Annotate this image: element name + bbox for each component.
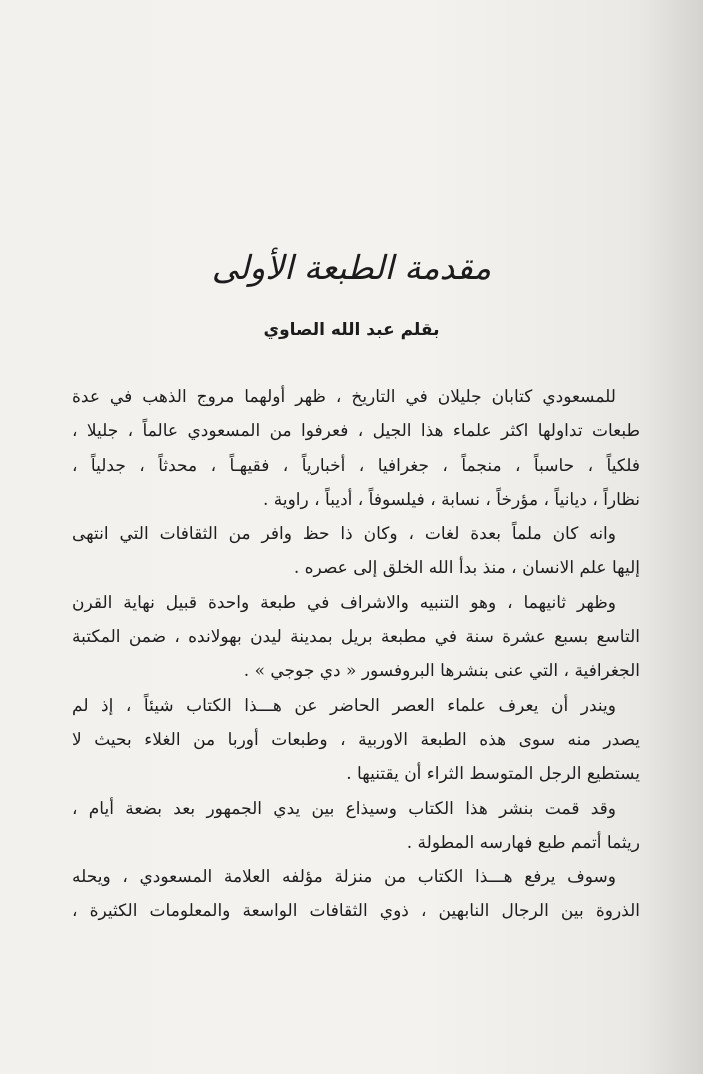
- text-line: يصدر منه سوى هذه الطبعة الاوربية ، وطبعات أوربا من الغلاء بحيث لا: [72, 729, 640, 750]
- text-line: فلكياً ، حاسباً ، منجماً ، جغرافيا ، أخبارياً ، فقيهـاً ، محدثاً ، جدلياً ،: [72, 455, 640, 476]
- text-line: يستطيع الرجل المتوسط الثراء أن يقتنيها .: [346, 764, 640, 785]
- text-line: وقد قمت بنشر هذا الكتاب وسيذاع بين يدي الجمهور بعد بضعة أيام ،: [72, 798, 616, 819]
- body-text: [72, 380, 640, 929]
- page-title: مقدمة الطبعة الأولى: [211, 248, 492, 287]
- text-line: الذروة بين الرجال النابهين ، ذوي الثقافات الواسعة والمعلومات الكثيرة ،: [72, 901, 640, 922]
- paragraph: [72, 380, 640, 517]
- paragraph: [72, 689, 640, 792]
- paragraph: [72, 792, 640, 861]
- text-line: ريثما أتمم طبع فهارسه المطولة .: [406, 832, 640, 853]
- text-line: التاسع بسبع عشرة سنة في مطبعة بريل بمدينة ليدن بهولانده ، ضمن المكتبة: [72, 627, 640, 648]
- text-line: ويندر أن يعرف علماء العصر الحاضر عن هـــذا الكتاب شيئاً ، إذ لم: [72, 695, 616, 716]
- text-line: طبعات تداولها اكثر علماء هذا الجيل ، فعرفوا من المسعودي عالماً ، جليلا ،: [72, 421, 640, 442]
- text-line: للمسعودي كتابان جليلان في التاريخ ، ظهر أولهما مروج الذهب في عدة: [72, 387, 616, 407]
- text-line: وظهر ثانيهما ، وهو التنبيه والاشراف في طبعة واحدة قبيل نهاية القرن: [72, 592, 616, 613]
- text-line: وسوف يرفع هـــذا الكتاب من منزلة مؤلفه العلامة المسعودي ، ويحله: [72, 867, 616, 888]
- gutter-shadow: [643, 0, 703, 1074]
- text-line: إليها علم الانسان ، منذ بدأ الله الخلق إلى عصره .: [293, 558, 640, 579]
- text-line: وانه كان ملماً بعدة لغات ، وكان ذا حظ وافر من الثقافات التي انتهى: [72, 524, 616, 545]
- paragraph: [72, 517, 640, 586]
- text-line: نظاراً ، ديانياً ، مؤرخاً ، نسابة ، فيلسوفاً ، أديباً ، راوية .: [262, 489, 640, 510]
- paragraph: [72, 586, 640, 689]
- paragraph: [72, 860, 640, 929]
- author-byline: بقلم عبد الله الصاوي: [263, 320, 440, 340]
- text-line: الجغرافية ، التي عنى بنشرها البروفسور « دي جوجي » .: [243, 661, 640, 682]
